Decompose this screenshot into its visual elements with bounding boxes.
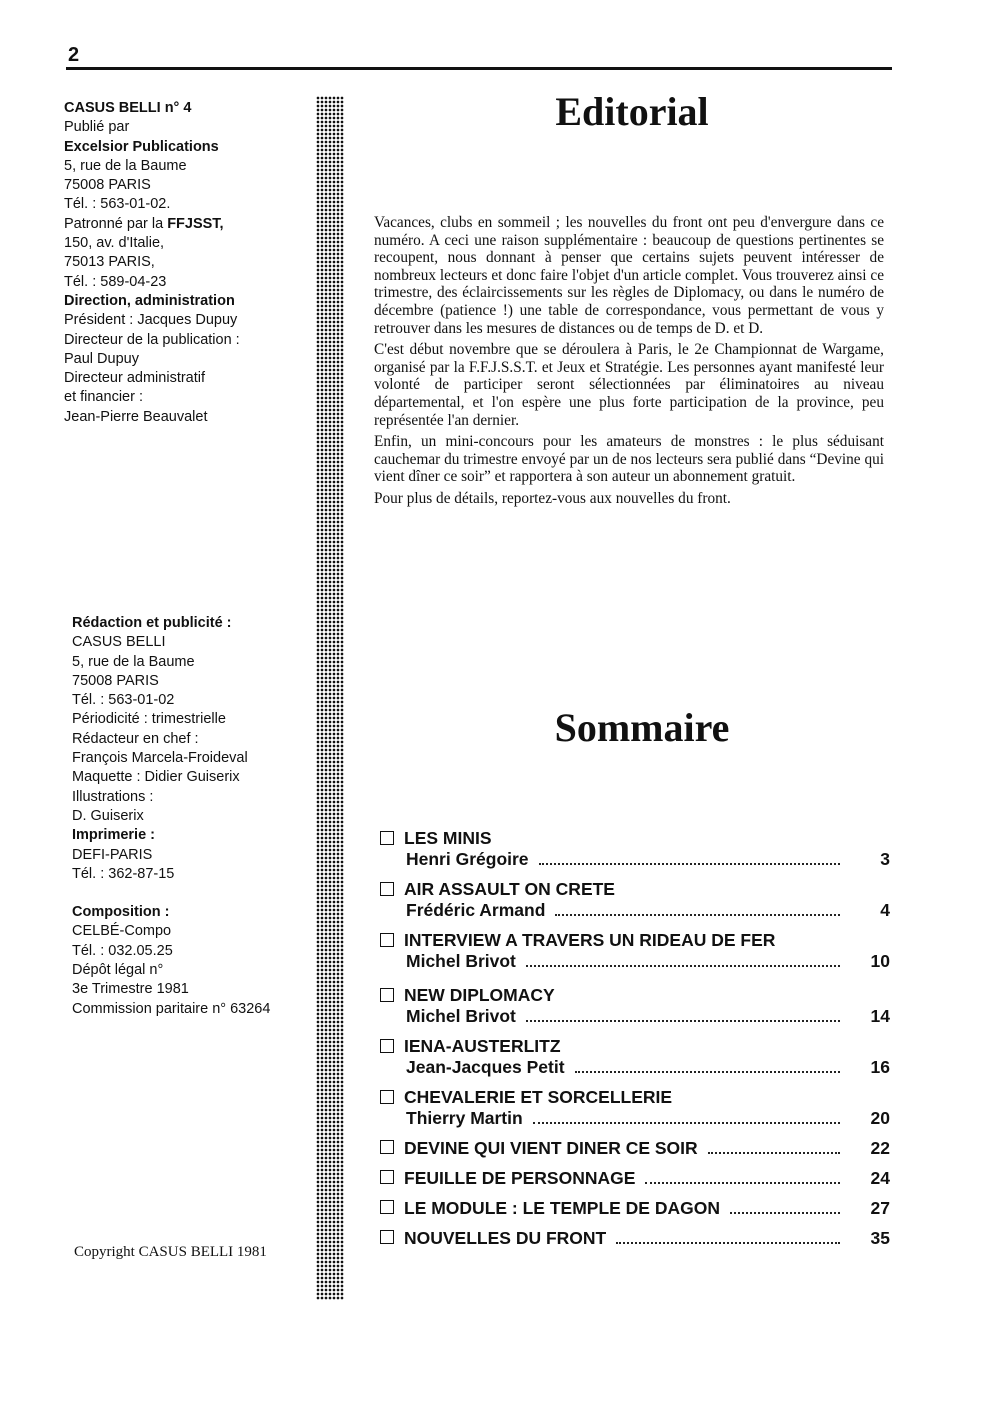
masthead-line: [64, 138, 314, 157]
redaction-line: [72, 1000, 322, 1019]
redaction-line: [72, 691, 322, 710]
masthead-line-text: 75013 PARIS,: [64, 254, 155, 271]
masthead-line-text: Publié par: [64, 119, 130, 136]
toc-title: AIR ASSAULT ON CRETE: [404, 879, 615, 899]
redaction-line-text: 5, rue de la Baume: [72, 653, 195, 670]
toc-title: NOUVELLES DU FRONT: [404, 1228, 607, 1248]
redaction-line: [72, 614, 322, 633]
header-rule: [66, 67, 892, 70]
toc-entry[interactable]: [378, 1036, 890, 1078]
redaction-line: [72, 633, 322, 652]
toc-title: DEVINE QUI VIENT DINER CE SOIR: [404, 1138, 698, 1158]
masthead-line: [64, 176, 314, 195]
toc-title: INTERVIEW A TRAVERS UN RIDEAU DE FER: [404, 930, 776, 950]
masthead-line-text: et financier :: [64, 389, 143, 406]
toc-page-number: 20: [870, 1108, 890, 1128]
toc-page-number: 35: [870, 1228, 890, 1248]
toc-author: Frédéric Armand: [406, 900, 546, 920]
toc-leader: [616, 1242, 840, 1244]
masthead-line: [64, 234, 314, 253]
toc-title: IENA-AUSTERLITZ: [404, 1036, 561, 1056]
masthead-line-text: Patronné par la: [64, 215, 168, 232]
checkbox-icon: [380, 988, 394, 1002]
masthead-line-text: Président : Jacques Dupuy: [64, 312, 238, 329]
redaction-line: [72, 884, 322, 903]
masthead-line: [64, 369, 314, 388]
toc-author: Henri Grégoire: [406, 849, 529, 869]
redaction-line-text: Composition :: [72, 904, 170, 921]
redaction-line: [72, 922, 322, 941]
redaction-line: [72, 768, 322, 787]
redaction-line-text: 3e Trimestre 1981: [72, 981, 189, 998]
redaction-line-text: 75008 PARIS: [72, 672, 159, 689]
redaction-line-text: François Marcela-Froideval: [72, 750, 248, 767]
toc-title: CHEVALERIE ET SORCELLERIE: [404, 1087, 673, 1107]
redaction-line-text: Périodicité : trimestrielle: [72, 711, 226, 728]
toc-entry[interactable]: [378, 1228, 890, 1249]
redaction-line: [72, 672, 322, 691]
toc-title: FEUILLE DE PERSONNAGE: [404, 1168, 636, 1188]
masthead: [64, 99, 314, 427]
sommaire-title: Sommaire: [554, 705, 730, 750]
checkbox-icon: [380, 1039, 394, 1053]
checkbox-icon: [380, 1230, 394, 1244]
masthead-line-text: 5, rue de la Baume: [64, 157, 187, 174]
redaction-line: [72, 942, 322, 961]
toc-leader: [708, 1152, 840, 1154]
redaction-line-text: DEFI-PARIS: [72, 846, 153, 863]
redaction-line: [72, 749, 322, 768]
toc-entry[interactable]: [378, 828, 890, 870]
masthead-line: [64, 292, 314, 311]
masthead-line: [64, 157, 314, 176]
toc-page-number: 14: [870, 1006, 890, 1026]
masthead-line: [64, 311, 314, 330]
toc-page-number: 24: [870, 1168, 890, 1188]
toc-leader: [526, 1020, 840, 1022]
masthead-line: [64, 331, 314, 350]
redaction-line: [72, 807, 322, 826]
redaction-line: [72, 653, 322, 672]
toc-entry[interactable]: [378, 930, 890, 972]
redaction-line: [72, 903, 322, 922]
checkbox-icon: [380, 1090, 394, 1104]
dotted-divider: [316, 96, 344, 1300]
editorial-paragraph: C'est début novembre que se déroulera à Paris, le 2e Championnat de Wargame, organisé par la F.F.J.S.S.T. et Jeux et Stratégie. Les personnes ayant manifesté leur volonté de participer seront sélectionnées par éliminatoires au niveau départemental, et l'on espère une plus forte participation de la province, peu représentée l'an dernier.: [374, 341, 884, 429]
redaction-line-text: Maquette : Didier Guiserix: [72, 769, 240, 786]
redaction-credits: [72, 614, 322, 1019]
redaction-line-text: Rédaction et publicité :: [72, 615, 232, 631]
editorial-paragraph: Enfin, un mini-concours pour les amateurs de monstres : le plus séduisant cauchemar du trimestre envoyé par un de nos lecteurs sera publié dans “Devine qui vient dîner ce soir” et rapportera à son auteur un abonnement gratuit.: [374, 433, 884, 486]
redaction-line-text: D. Guiserix: [72, 807, 144, 824]
redaction-line-text: Commission paritaire n° 63264: [72, 1000, 271, 1017]
editorial-paragraph: Pour plus de détails, reportez-vous aux nouvelles du front.: [374, 489, 731, 507]
editorial-body: [374, 214, 884, 512]
toc-page-number: 27: [870, 1198, 890, 1218]
masthead-line-text: Directeur de la publication :: [64, 331, 240, 348]
redaction-line-text: Tél. : 362-87-15: [72, 865, 175, 882]
masthead-line: [64, 253, 314, 272]
page-number: 2: [68, 44, 80, 66]
toc-entry[interactable]: [378, 879, 890, 921]
masthead-line-text: Directeur administratif: [64, 370, 206, 387]
toc-leader: [539, 863, 840, 865]
masthead-line: [64, 215, 314, 234]
masthead-line-bold: FFJSST,: [167, 215, 224, 232]
toc-author: Thierry Martin: [406, 1108, 523, 1128]
toc-author: Michel Brivot: [406, 951, 516, 971]
toc-page-number: 3: [880, 849, 890, 869]
masthead-line: [64, 350, 314, 369]
masthead-line: [64, 118, 314, 137]
redaction-line: [72, 788, 322, 807]
toc-author: Michel Brivot: [406, 1006, 516, 1026]
checkbox-icon: [380, 1200, 394, 1214]
toc-title: LES MINIS: [404, 828, 492, 848]
masthead-line-text: Excelsior Publications: [64, 138, 219, 155]
masthead-line-text: Paul Dupuy: [64, 350, 139, 367]
masthead-line-text: Tél. : 589-04-23: [64, 273, 167, 290]
toc-page-number: 22: [870, 1138, 890, 1158]
redaction-line-text: CASUS BELLI: [72, 634, 166, 651]
checkbox-icon: [380, 933, 394, 947]
toc-title: LE MODULE : LE TEMPLE DE DAGON: [404, 1198, 720, 1218]
redaction-line: [72, 846, 322, 865]
masthead-line: [64, 408, 314, 427]
masthead-line: [64, 273, 314, 292]
toc-entry[interactable]: [378, 1168, 890, 1189]
toc-title: NEW DIPLOMACY: [404, 985, 555, 1005]
toc-leader: [555, 914, 840, 916]
checkbox-icon: [380, 831, 394, 845]
redaction-line-text: Tél. : 032.05.25: [72, 942, 173, 959]
toc-page-number: 4: [880, 900, 890, 920]
masthead-line: [64, 388, 314, 407]
checkbox-icon: [380, 1170, 394, 1184]
toc-entry[interactable]: [378, 1138, 890, 1159]
toc-leader: [645, 1182, 840, 1184]
redaction-line: [72, 980, 322, 999]
redaction-line: [72, 865, 322, 884]
toc-entry[interactable]: [378, 1198, 890, 1219]
toc-entry[interactable]: [378, 1087, 890, 1129]
masthead-line-text: CASUS BELLI n° 4: [64, 100, 192, 116]
masthead-line-text: Tél. : 563-01-02.: [64, 196, 171, 213]
toc-entry[interactable]: [378, 985, 890, 1027]
copyright: Copyright CASUS BELLI 1981: [74, 1244, 267, 1260]
masthead-line-text: Direction, administration: [64, 292, 235, 309]
masthead-line: [64, 195, 314, 214]
checkbox-icon: [380, 1140, 394, 1154]
redaction-line-text: Dépôt légal n°: [72, 962, 164, 979]
toc-page-number: 16: [870, 1057, 890, 1077]
masthead-line: [64, 99, 314, 118]
masthead-line-text: 150, av. d'Italie,: [64, 235, 165, 252]
toc-leader: [526, 965, 840, 967]
masthead-line-text: 75008 PARIS: [64, 177, 151, 194]
redaction-line-text: Tél. : 563-01-02: [72, 692, 175, 709]
toc-author: Jean-Jacques Petit: [406, 1057, 565, 1077]
masthead-line-text: Jean-Pierre Beauvalet: [64, 408, 208, 425]
checkbox-icon: [380, 882, 394, 896]
redaction-line-text: CELBÉ-Compo: [72, 923, 172, 940]
table-of-contents: [378, 828, 890, 1249]
toc-leader: [533, 1122, 840, 1124]
redaction-line: [72, 730, 322, 749]
redaction-line: [72, 710, 322, 729]
redaction-line-text: Rédacteur en chef :: [72, 730, 199, 747]
redaction-line: [72, 961, 322, 980]
redaction-line-text: Imprimerie :: [72, 827, 155, 844]
redaction-line-text: Illustrations :: [72, 788, 154, 805]
toc-leader: [730, 1212, 840, 1214]
redaction-line: [72, 826, 322, 845]
editorial-paragraph: Vacances, clubs en sommeil ; les nouvelles du front ont peu d'envergure dans ce numéro. A ceci une raison supplémentaire : beaucoup de questions pertinentes se recoupent, nous donnant à penser que certains sujets peuvent intéresser de nombreux lecteurs et donc faire l'objet d'un article complet. Vous trouverez ainsi ce trimestre, des éclaircissements sur les règles de Diplomacy, ou dans le numéro de décembre (patience !) une table de correspondance, vous permettant de vous y retrouver dans les mesures de distances ou de temps de D. et D.: [374, 214, 884, 337]
toc-leader: [575, 1071, 840, 1073]
editorial-title: Editorial: [555, 89, 709, 134]
toc-page-number: 10: [870, 951, 890, 971]
